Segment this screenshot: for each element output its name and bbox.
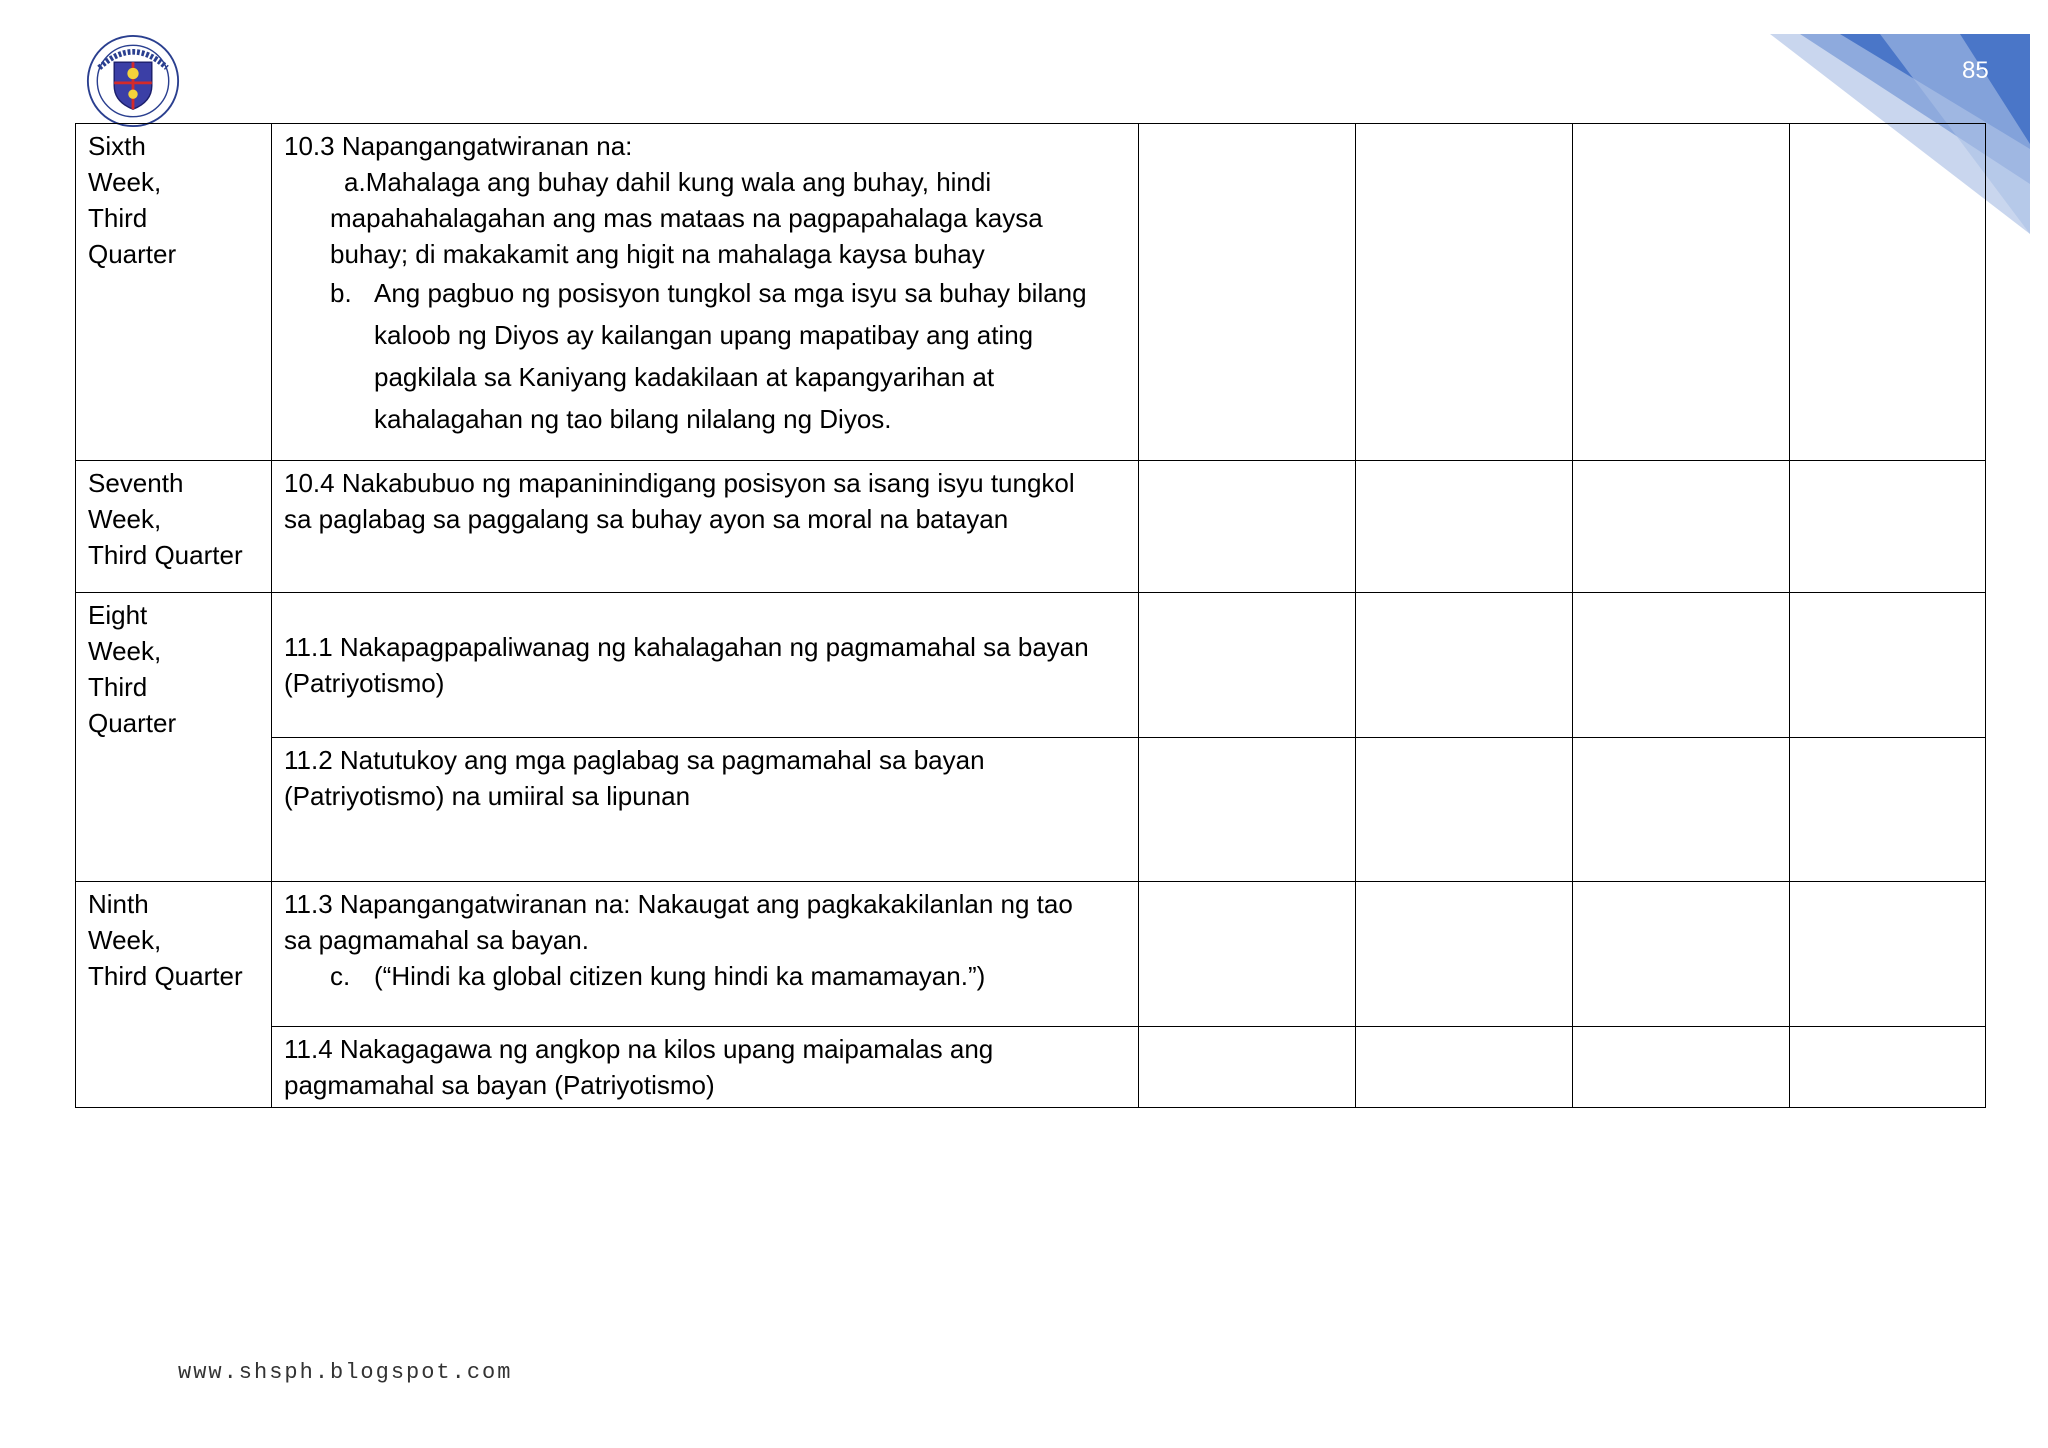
footer-url[interactable]: www.shsph.blogspot.com xyxy=(178,1360,513,1385)
empty-cell xyxy=(1356,882,1573,1027)
empty-cell xyxy=(1790,882,1986,1027)
empty-cell xyxy=(1356,1027,1573,1108)
competency-cell: 11.2 Natutukoy ang mga paglabag sa pagmamahal sa bayan (Patriyotismo) na umiiral sa lipunan xyxy=(272,738,1139,882)
empty-cell xyxy=(1356,124,1573,461)
week-cell: Ninth Week, Third Quarter xyxy=(76,882,272,1108)
empty-cell xyxy=(1790,124,1986,461)
empty-cell xyxy=(1139,593,1356,738)
sub-item-b: b. Ang pagbuo ng posisyon tungkol sa mga isyu sa buhay bilang kaloob ng Diyos ay kailangan upang mapatibay ang ating pagkilala sa Kaniyang kadakilaan at kapangyarihan at kahalagahan ng tao bilang nilalang ng Diyos. xyxy=(330,278,1087,434)
table-row xyxy=(76,124,1986,461)
empty-cell xyxy=(1790,593,1986,738)
competency-cell: 11.3 Napangangatwiranan na: Nakaugat ang pagkakakilanlan ng tao sa pagmamahal sa bayan. c. (“Hindi ka global citizen kung hindi ka mamamayan.”) xyxy=(272,882,1139,1027)
page-number: 85 xyxy=(1962,57,1989,84)
competency-cell: 10.4 Nakabubuo ng mapaninindigang posisyon sa isang isyu tungkol sa paglabag sa paggalang sa buhay ayon sa moral na batayan xyxy=(272,461,1139,593)
empty-cell xyxy=(1139,738,1356,882)
competency-cell: 11.4 Nakagagawa ng angkop na kilos upang maipamalas ang pagmamahal sa bayan (Patriyotismo) xyxy=(272,1027,1139,1108)
week-cell: Sixth Week, Third Quarter xyxy=(76,124,272,461)
empty-cell xyxy=(1573,593,1790,738)
empty-cell xyxy=(1573,738,1790,882)
empty-cell xyxy=(1573,1027,1790,1108)
competency-cell: 11.1 Nakapagpapaliwanag ng kahalagahan ng pagmamahal sa bayan (Patriyotismo) xyxy=(272,593,1139,738)
empty-cell xyxy=(1790,1027,1986,1108)
table-row xyxy=(76,461,1986,593)
deped-seal-icon xyxy=(86,34,180,128)
sub-item-a: a. Mahalaga ang buhay dahil kung wala ang buhay, hindi xyxy=(344,167,992,197)
empty-cell xyxy=(1356,461,1573,593)
empty-cell xyxy=(1573,461,1790,593)
empty-cell xyxy=(1790,738,1986,882)
week-cell: Seventh Week, Third Quarter xyxy=(76,461,272,593)
competency-title: 10.3 Napangangatwiranan na: xyxy=(284,131,633,161)
week-cell: Eight Week, Third Quarter xyxy=(76,593,272,882)
empty-cell xyxy=(1139,461,1356,593)
empty-cell xyxy=(1139,1027,1356,1108)
empty-cell xyxy=(1356,738,1573,882)
empty-cell xyxy=(1139,882,1356,1027)
competency-cell: 10.3 Napangangatwiranan na: a. Mahalaga ang buhay dahil kung wala ang buhay, hindi mapahahalagahan ang mas mataas na pagpapahalaga kaysa buhay; di makakamit ang higit na mahalaga kaysa buhay b. Ang pagbuo ng posisyon tungkol sa mga isyu sa buhay bilang kaloob ng Diyos ay kailangan upang mapatibay ang ating pagkilala sa Kaniyang kadakilaan at kapangyarihan at kahalagahan ng tao bilang nilalang ng Diyos. xyxy=(272,124,1139,461)
empty-cell xyxy=(1573,882,1790,1027)
empty-cell xyxy=(1573,124,1790,461)
table-row xyxy=(76,593,1986,738)
table-row xyxy=(76,1027,1986,1108)
sub-item-c: c. (“Hindi ka global citizen kung hindi ka mamamayan.”) xyxy=(330,961,986,991)
table-row xyxy=(76,882,1986,1027)
empty-cell xyxy=(1139,124,1356,461)
table-row xyxy=(76,738,1986,882)
curriculum-table xyxy=(75,123,1986,1108)
empty-cell xyxy=(1356,593,1573,738)
empty-cell xyxy=(1790,461,1986,593)
